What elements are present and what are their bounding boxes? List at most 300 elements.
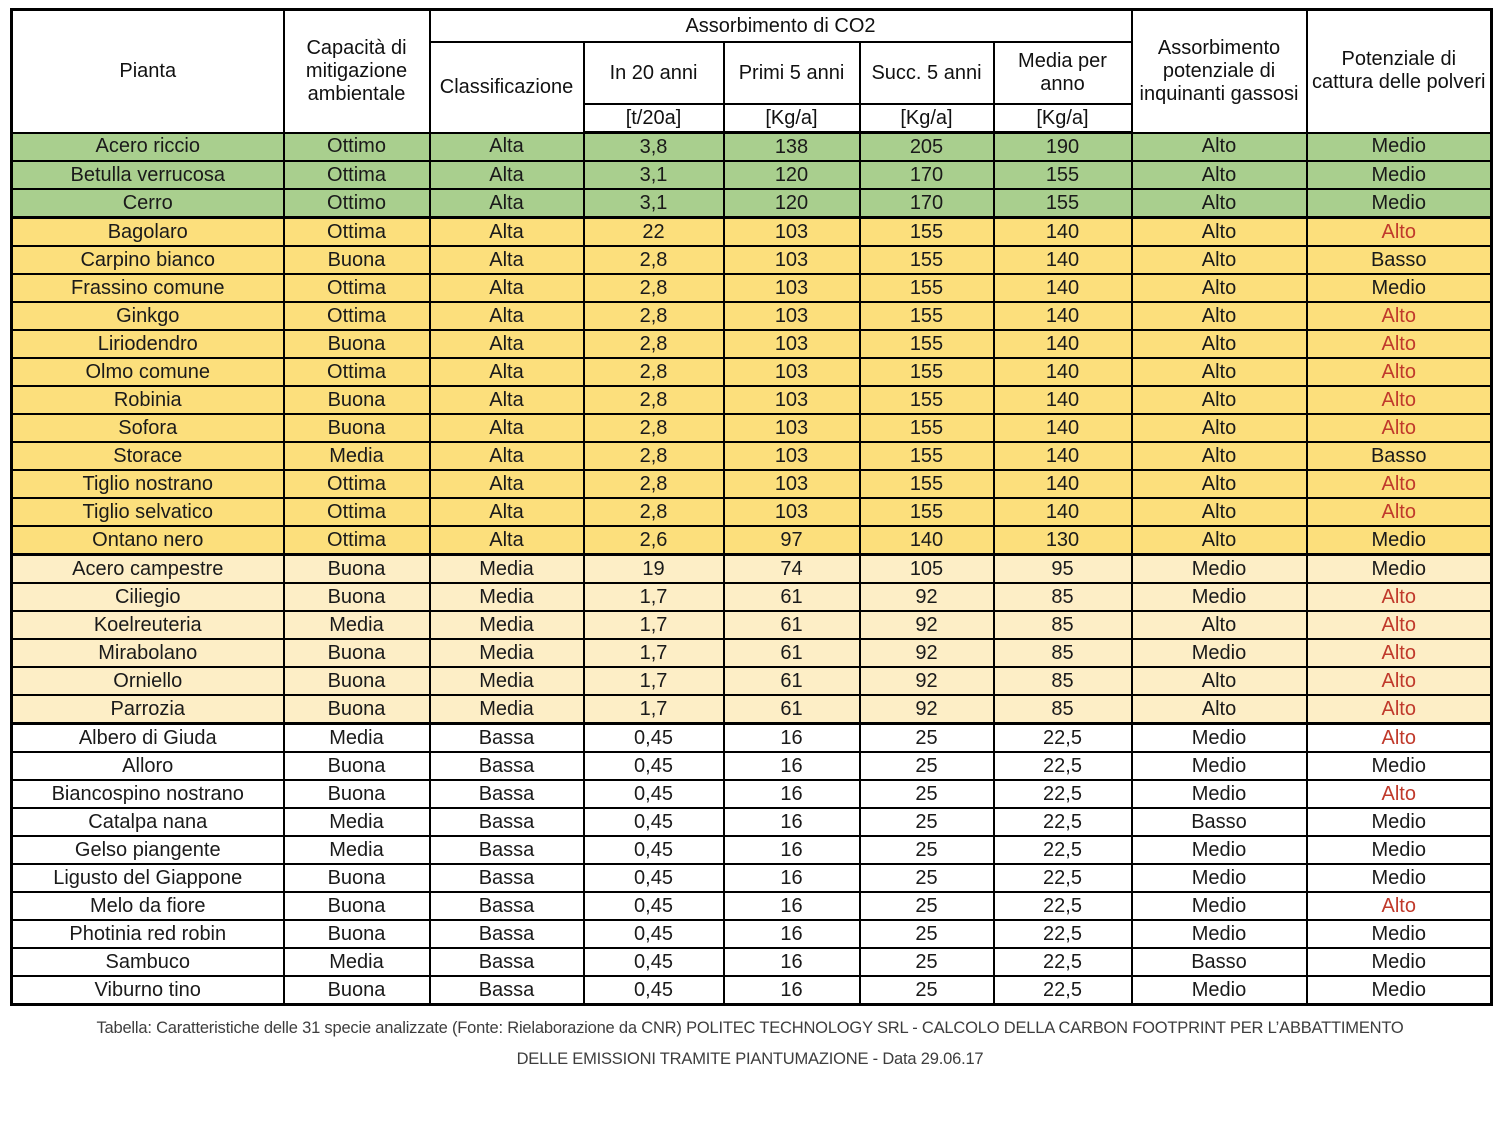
cell-classificazione: Bassa [430,864,584,892]
table-row [12,752,1492,780]
cell-classificazione: Media [430,639,584,667]
cell-primi-5-anni: 16 [724,780,860,808]
header-classificazione: Classificazione [430,42,584,133]
cell-primi-5-anni: 61 [724,583,860,611]
cell-pianta: Robinia [12,386,284,414]
cell-in-20-anni: 0,45 [584,724,724,753]
cell-capacita-mitigazione: Buona [284,386,430,414]
cell-classificazione: Alta [430,442,584,470]
cell-in-20-anni: 1,7 [584,639,724,667]
cell-assorbimento-inquinanti: Alto [1132,667,1307,695]
cell-capacita-mitigazione: Buona [284,864,430,892]
cell-in-20-anni: 2,8 [584,358,724,386]
cell-pianta: Olmo comune [12,358,284,386]
cell-capacita-mitigazione: Media [284,808,430,836]
table-header [12,10,1492,133]
cell-media-per-anno: 22,5 [994,780,1132,808]
cell-capacita-mitigazione: Ottimo [284,189,430,218]
cell-classificazione: Bassa [430,808,584,836]
cell-primi-5-anni: 103 [724,358,860,386]
table-row [12,161,1492,189]
cell-media-per-anno: 95 [994,555,1132,584]
cell-pianta: Ontano nero [12,526,284,555]
species-table [10,8,1493,1006]
table-row [12,724,1492,753]
cell-succ-5-anni: 140 [860,526,994,555]
cell-capacita-mitigazione: Ottima [284,161,430,189]
cell-media-per-anno: 22,5 [994,724,1132,753]
cell-succ-5-anni: 92 [860,583,994,611]
cell-primi-5-anni: 103 [724,442,860,470]
cell-assorbimento-inquinanti: Alto [1132,133,1307,162]
cell-in-20-anni: 0,45 [584,864,724,892]
cell-capacita-mitigazione: Buona [284,920,430,948]
cell-assorbimento-inquinanti: Alto [1132,386,1307,414]
cell-assorbimento-inquinanti: Medio [1132,724,1307,753]
cell-potenziale-polveri: Medio [1307,752,1492,780]
cell-potenziale-polveri: Alto [1307,330,1492,358]
cell-potenziale-polveri: Alto [1307,639,1492,667]
table-row [12,583,1492,611]
table-row [12,470,1492,498]
cell-pianta: Catalpa nana [12,808,284,836]
cell-pianta: Sambuco [12,948,284,976]
cell-media-per-anno: 140 [994,498,1132,526]
cell-potenziale-polveri: Medio [1307,976,1492,1005]
cell-potenziale-polveri: Medio [1307,133,1492,162]
cell-potenziale-polveri: Alto [1307,724,1492,753]
cell-media-per-anno: 22,5 [994,948,1132,976]
cell-primi-5-anni: 61 [724,695,860,724]
cell-classificazione: Bassa [430,948,584,976]
cell-pianta: Frassino comune [12,274,284,302]
cell-potenziale-polveri: Medio [1307,808,1492,836]
cell-classificazione: Alta [430,246,584,274]
cell-assorbimento-inquinanti: Medio [1132,892,1307,920]
cell-assorbimento-inquinanti: Alto [1132,218,1307,247]
cell-potenziale-polveri: Alto [1307,780,1492,808]
cell-classificazione: Media [430,583,584,611]
cell-assorbimento-inquinanti: Alto [1132,358,1307,386]
cell-succ-5-anni: 155 [860,386,994,414]
cell-succ-5-anni: 170 [860,161,994,189]
cell-assorbimento-inquinanti: Alto [1132,161,1307,189]
table-body [12,133,1492,1005]
header-assorbimento-inquinanti: Assorbimento potenziale di inquinanti gassosi [1132,10,1307,133]
cell-in-20-anni: 2,8 [584,498,724,526]
table-row [12,526,1492,555]
cell-media-per-anno: 22,5 [994,892,1132,920]
cell-capacita-mitigazione: Ottima [284,274,430,302]
cell-succ-5-anni: 92 [860,639,994,667]
cell-succ-5-anni: 155 [860,358,994,386]
table-row [12,780,1492,808]
cell-assorbimento-inquinanti: Medio [1132,555,1307,584]
cell-pianta: Bagolaro [12,218,284,247]
cell-succ-5-anni: 25 [860,976,994,1005]
cell-media-per-anno: 190 [994,133,1132,162]
cell-pianta: Acero riccio [12,133,284,162]
cell-capacita-mitigazione: Buona [284,414,430,442]
cell-media-per-anno: 85 [994,639,1132,667]
cell-capacita-mitigazione: Ottima [284,470,430,498]
cell-assorbimento-inquinanti: Alto [1132,330,1307,358]
cell-primi-5-anni: 16 [724,808,860,836]
cell-classificazione: Alta [430,414,584,442]
cell-assorbimento-inquinanti: Medio [1132,864,1307,892]
cell-media-per-anno: 22,5 [994,976,1132,1005]
cell-media-per-anno: 140 [994,246,1132,274]
cell-in-20-anni: 1,7 [584,695,724,724]
cell-assorbimento-inquinanti: Basso [1132,948,1307,976]
cell-capacita-mitigazione: Buona [284,583,430,611]
cell-in-20-anni: 2,8 [584,470,724,498]
cell-primi-5-anni: 103 [724,330,860,358]
cell-primi-5-anni: 120 [724,189,860,218]
cell-media-per-anno: 140 [994,386,1132,414]
cell-succ-5-anni: 155 [860,470,994,498]
table-row [12,274,1492,302]
cell-in-20-anni: 2,8 [584,302,724,330]
cell-capacita-mitigazione: Media [284,442,430,470]
cell-capacita-mitigazione: Buona [284,752,430,780]
cell-pianta: Cerro [12,189,284,218]
cell-primi-5-anni: 61 [724,611,860,639]
cell-in-20-anni: 1,7 [584,667,724,695]
cell-primi-5-anni: 16 [724,836,860,864]
cell-media-per-anno: 140 [994,274,1132,302]
cell-succ-5-anni: 155 [860,330,994,358]
cell-assorbimento-inquinanti: Medio [1132,976,1307,1005]
cell-in-20-anni: 0,45 [584,808,724,836]
cell-potenziale-polveri: Alto [1307,498,1492,526]
cell-in-20-anni: 1,7 [584,583,724,611]
cell-in-20-anni: 2,8 [584,442,724,470]
cell-primi-5-anni: 16 [724,892,860,920]
cell-assorbimento-inquinanti: Alto [1132,246,1307,274]
cell-pianta: Biancospino nostrano [12,780,284,808]
table-caption [10,1013,1490,1074]
cell-classificazione: Alta [430,274,584,302]
table-row [12,836,1492,864]
cell-in-20-anni: 0,45 [584,948,724,976]
table-row [12,611,1492,639]
cell-in-20-anni: 2,6 [584,526,724,555]
cell-assorbimento-inquinanti: Medio [1132,920,1307,948]
caption-line-2: DELLE EMISSIONI TRAMITE PIANTUMAZIONE - Data 29.06.17 [516,1049,984,1068]
cell-succ-5-anni: 25 [860,948,994,976]
cell-media-per-anno: 22,5 [994,920,1132,948]
cell-assorbimento-inquinanti: Medio [1132,780,1307,808]
cell-in-20-anni: 3,1 [584,189,724,218]
cell-capacita-mitigazione: Buona [284,639,430,667]
cell-media-per-anno: 22,5 [994,864,1132,892]
cell-media-per-anno: 85 [994,695,1132,724]
cell-primi-5-anni: 16 [724,920,860,948]
cell-pianta: Ciliegio [12,583,284,611]
cell-pianta: Parrozia [12,695,284,724]
cell-primi-5-anni: 103 [724,414,860,442]
cell-assorbimento-inquinanti: Alto [1132,526,1307,555]
cell-primi-5-anni: 138 [724,133,860,162]
cell-potenziale-polveri: Alto [1307,611,1492,639]
cell-potenziale-polveri: Basso [1307,246,1492,274]
cell-in-20-anni: 2,8 [584,274,724,302]
cell-media-per-anno: 130 [994,526,1132,555]
cell-primi-5-anni: 103 [724,218,860,247]
cell-in-20-anni: 3,8 [584,133,724,162]
cell-classificazione: Alta [430,498,584,526]
cell-potenziale-polveri: Medio [1307,920,1492,948]
cell-pianta: Storace [12,442,284,470]
cell-media-per-anno: 140 [994,414,1132,442]
cell-capacita-mitigazione: Buona [284,555,430,584]
cell-capacita-mitigazione: Buona [284,330,430,358]
cell-capacita-mitigazione: Ottima [284,218,430,247]
cell-potenziale-polveri: Alto [1307,414,1492,442]
cell-primi-5-anni: 16 [724,864,860,892]
cell-potenziale-polveri: Medio [1307,161,1492,189]
cell-primi-5-anni: 16 [724,752,860,780]
header-capacita-mitigazione: Capacità di mitigazione ambientale [284,10,430,133]
cell-potenziale-polveri: Alto [1307,583,1492,611]
cell-pianta: Mirabolano [12,639,284,667]
cell-media-per-anno: 155 [994,161,1132,189]
cell-assorbimento-inquinanti: Medio [1132,639,1307,667]
cell-capacita-mitigazione: Ottima [284,526,430,555]
header-primi-5-anni: Primi 5 anni [724,42,860,104]
table-row [12,498,1492,526]
cell-in-20-anni: 2,8 [584,414,724,442]
cell-classificazione: Bassa [430,780,584,808]
cell-assorbimento-inquinanti: Alto [1132,470,1307,498]
caption-line-1: Tabella: Caratteristiche delle 31 specie analizzate (Fonte: Rielaborazione da CNR) POLITEC TECHNOLOGY SRL - CALCOLO DELLA CARBON FOOTPRINT PER L’ABBATTIMENTO [96,1019,1404,1037]
cell-primi-5-anni: 16 [724,976,860,1005]
cell-classificazione: Bassa [430,920,584,948]
cell-succ-5-anni: 170 [860,189,994,218]
cell-in-20-anni: 0,45 [584,920,724,948]
cell-primi-5-anni: 74 [724,555,860,584]
cell-media-per-anno: 155 [994,189,1132,218]
cell-classificazione: Alta [430,358,584,386]
cell-capacita-mitigazione: Buona [284,695,430,724]
cell-succ-5-anni: 25 [860,780,994,808]
cell-potenziale-polveri: Medio [1307,948,1492,976]
cell-capacita-mitigazione: Ottimo [284,133,430,162]
cell-classificazione: Media [430,555,584,584]
cell-primi-5-anni: 16 [724,948,860,976]
header-potenziale-polveri: Potenziale di cattura delle polveri [1307,10,1492,133]
cell-succ-5-anni: 25 [860,836,994,864]
cell-succ-5-anni: 25 [860,920,994,948]
cell-succ-5-anni: 155 [860,274,994,302]
cell-potenziale-polveri: Medio [1307,274,1492,302]
header-media-per-anno: Media per anno [994,42,1132,104]
cell-potenziale-polveri: Medio [1307,864,1492,892]
cell-assorbimento-inquinanti: Medio [1132,583,1307,611]
cell-primi-5-anni: 103 [724,498,860,526]
header-group-assorbimento-co2: Assorbimento di CO2 [430,10,1132,43]
cell-assorbimento-inquinanti: Alto [1132,611,1307,639]
table-row [12,948,1492,976]
table-row [12,246,1492,274]
cell-assorbimento-inquinanti: Alto [1132,274,1307,302]
cell-classificazione: Bassa [430,836,584,864]
cell-pianta: Albero di Giuda [12,724,284,753]
cell-classificazione: Bassa [430,752,584,780]
unit-t-20a: [t/20a] [584,104,724,133]
cell-potenziale-polveri: Alto [1307,667,1492,695]
table-row [12,414,1492,442]
cell-capacita-mitigazione: Media [284,611,430,639]
cell-primi-5-anni: 103 [724,246,860,274]
cell-pianta: Gelso piangente [12,836,284,864]
cell-pianta: Sofora [12,414,284,442]
cell-in-20-anni: 0,45 [584,836,724,864]
cell-pianta: Betulla verrucosa [12,161,284,189]
cell-classificazione: Alta [430,526,584,555]
cell-primi-5-anni: 103 [724,302,860,330]
cell-succ-5-anni: 155 [860,414,994,442]
cell-capacita-mitigazione: Buona [284,780,430,808]
cell-primi-5-anni: 103 [724,386,860,414]
cell-succ-5-anni: 92 [860,667,994,695]
cell-media-per-anno: 85 [994,667,1132,695]
cell-media-per-anno: 140 [994,442,1132,470]
cell-media-per-anno: 85 [994,611,1132,639]
cell-media-per-anno: 140 [994,330,1132,358]
cell-classificazione: Alta [430,218,584,247]
cell-assorbimento-inquinanti: Alto [1132,695,1307,724]
table-row [12,667,1492,695]
cell-in-20-anni: 0,45 [584,976,724,1005]
cell-classificazione: Alta [430,133,584,162]
table-row [12,695,1492,724]
cell-primi-5-anni: 103 [724,470,860,498]
cell-potenziale-polveri: Medio [1307,526,1492,555]
cell-potenziale-polveri: Alto [1307,470,1492,498]
table-row [12,442,1492,470]
cell-in-20-anni: 2,8 [584,386,724,414]
cell-pianta: Tiglio selvatico [12,498,284,526]
cell-classificazione: Alta [430,189,584,218]
cell-pianta: Ginkgo [12,302,284,330]
cell-pianta: Carpino bianco [12,246,284,274]
cell-primi-5-anni: 97 [724,526,860,555]
table-row [12,218,1492,247]
cell-potenziale-polveri: Alto [1307,358,1492,386]
cell-in-20-anni: 0,45 [584,752,724,780]
cell-in-20-anni: 2,8 [584,246,724,274]
cell-pianta: Photinia red robin [12,920,284,948]
cell-succ-5-anni: 155 [860,246,994,274]
cell-assorbimento-inquinanti: Medio [1132,752,1307,780]
cell-potenziale-polveri: Medio [1307,836,1492,864]
cell-capacita-mitigazione: Buona [284,246,430,274]
cell-primi-5-anni: 103 [724,274,860,302]
cell-media-per-anno: 22,5 [994,808,1132,836]
cell-assorbimento-inquinanti: Alto [1132,189,1307,218]
cell-classificazione: Media [430,611,584,639]
header-in-20-anni: In 20 anni [584,42,724,104]
cell-classificazione: Alta [430,330,584,358]
table-row [12,358,1492,386]
table-row [12,302,1492,330]
cell-succ-5-anni: 25 [860,808,994,836]
cell-succ-5-anni: 205 [860,133,994,162]
cell-assorbimento-inquinanti: Medio [1132,836,1307,864]
cell-classificazione: Bassa [430,724,584,753]
cell-pianta: Viburno tino [12,976,284,1005]
cell-assorbimento-inquinanti: Alto [1132,498,1307,526]
cell-primi-5-anni: 61 [724,639,860,667]
cell-media-per-anno: 140 [994,358,1132,386]
cell-succ-5-anni: 155 [860,218,994,247]
table-row [12,133,1492,162]
cell-classificazione: Alta [430,161,584,189]
cell-potenziale-polveri: Medio [1307,555,1492,584]
cell-media-per-anno: 140 [994,470,1132,498]
cell-potenziale-polveri: Basso [1307,442,1492,470]
table-row [12,864,1492,892]
cell-potenziale-polveri: Alto [1307,302,1492,330]
cell-pianta: Orniello [12,667,284,695]
cell-classificazione: Alta [430,302,584,330]
cell-media-per-anno: 140 [994,302,1132,330]
cell-capacita-mitigazione: Media [284,948,430,976]
cell-pianta: Liriodendro [12,330,284,358]
cell-media-per-anno: 22,5 [994,836,1132,864]
cell-in-20-anni: 3,1 [584,161,724,189]
cell-in-20-anni: 0,45 [584,780,724,808]
cell-capacita-mitigazione: Media [284,836,430,864]
cell-classificazione: Bassa [430,892,584,920]
cell-pianta: Alloro [12,752,284,780]
cell-succ-5-anni: 155 [860,302,994,330]
table-row [12,976,1492,1005]
cell-primi-5-anni: 61 [724,667,860,695]
cell-succ-5-anni: 25 [860,892,994,920]
cell-assorbimento-inquinanti: Alto [1132,442,1307,470]
table-row [12,808,1492,836]
cell-in-20-anni: 2,8 [584,330,724,358]
cell-in-20-anni: 1,7 [584,611,724,639]
cell-potenziale-polveri: Alto [1307,386,1492,414]
cell-pianta: Melo da fiore [12,892,284,920]
cell-succ-5-anni: 155 [860,498,994,526]
cell-primi-5-anni: 16 [724,724,860,753]
cell-classificazione: Media [430,695,584,724]
cell-in-20-anni: 22 [584,218,724,247]
cell-pianta: Ligusto del Giappone [12,864,284,892]
cell-pianta: Acero campestre [12,555,284,584]
cell-potenziale-polveri: Alto [1307,695,1492,724]
cell-succ-5-anni: 92 [860,611,994,639]
unit-kg-a-primi: [Kg/a] [724,104,860,133]
cell-capacita-mitigazione: Ottima [284,498,430,526]
cell-capacita-mitigazione: Media [284,724,430,753]
cell-in-20-anni: 0,45 [584,892,724,920]
cell-potenziale-polveri: Alto [1307,892,1492,920]
cell-succ-5-anni: 25 [860,752,994,780]
cell-capacita-mitigazione: Buona [284,892,430,920]
cell-assorbimento-inquinanti: Basso [1132,808,1307,836]
table-row [12,639,1492,667]
unit-kg-a-media: [Kg/a] [994,104,1132,133]
cell-media-per-anno: 140 [994,218,1132,247]
cell-capacita-mitigazione: Ottima [284,358,430,386]
table-row [12,189,1492,218]
